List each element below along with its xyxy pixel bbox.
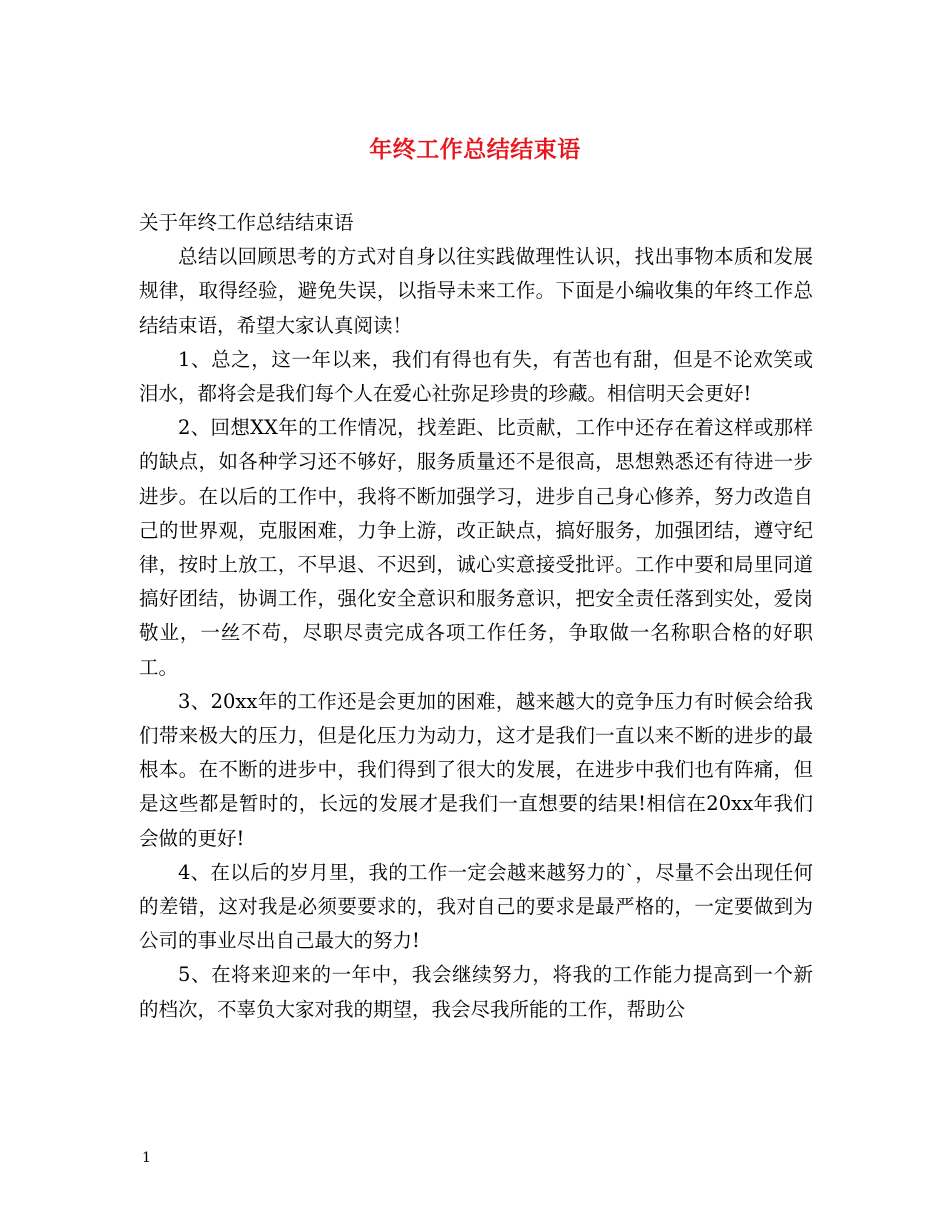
paragraph-5: 5、在将来迎来的一年中，我会继续努力，将我的工作能力提高到一个新的档次，不辜负大家对我的期望，我会尽我所能的工作，帮助公 [139, 963, 813, 1021]
paragraph-4: 4、在以后的岁月里，我的工作一定会越来越努力的`，尽量不会出现任何的差错，这对我是必须要要求的，我对自己的要求是最严格的，一定要做到为公司的事业尽出自己最大的努力! [139, 860, 813, 953]
page-number: 1 [142, 1150, 151, 1166]
document-body [139, 206, 813, 1027]
paragraph-1: 1、总之，这一年以来，我们有得也有失，有苦也有甜，但是不论欢笑或泪水，都将会是我们每个人在爱心社弥足珍贵的珍藏。相信明天会更好! [139, 347, 813, 406]
paragraph-intro: 总结以回顾思考的方式对自身以往实践做理性认识，找出事物本质和发展规律，取得经验，避免失误，以指导未来工作。下面是小编收集的年终工作总结结束语，希望大家认真阅读！ [139, 245, 813, 337]
paragraph-3: 3、20xx年的工作还是会更加的困难，越来越大的竞争压力有时候会给我们带来极大的压力，但是化压力为动力，这才是我们一直以来不断的进步的最根本。在不断的进步中，我们得到了很大的发展，在进步中我们也有阵痛，但是这些都是暂时的，长远的发展才是我们一直想要的结果!相信在20xx年我们会做的更好! [139, 689, 813, 850]
paragraph-2: 2、回想XX年的工作情况，找差距、比贡献，工作中还存在着这样或那样的缺点，如各种学习还不够好，服务质量还不是很高，思想熟悉还有待进一步进步。在以后的工作中，我将不断加强学习，进步自己身心修养，努力改造自己的世界观，克服困难，力争上游，改正缺点，搞好服务，加强团结，遵守纪律，按时上放工，不早退、不迟到，诚心实意接受批评。工作中要和局里同道搞好团结，协调工作，强化安全意识和服务意识，把安全责任落到实处，爱岗敬业，一丝不苟，尽职尽责完成各项工作任务，争取做一名称职合格的好职工。 [139, 416, 813, 679]
document-subtitle: 关于年终工作总结结束语 [139, 211, 354, 234]
document-title: 年终工作总结结束语 [369, 136, 581, 163]
